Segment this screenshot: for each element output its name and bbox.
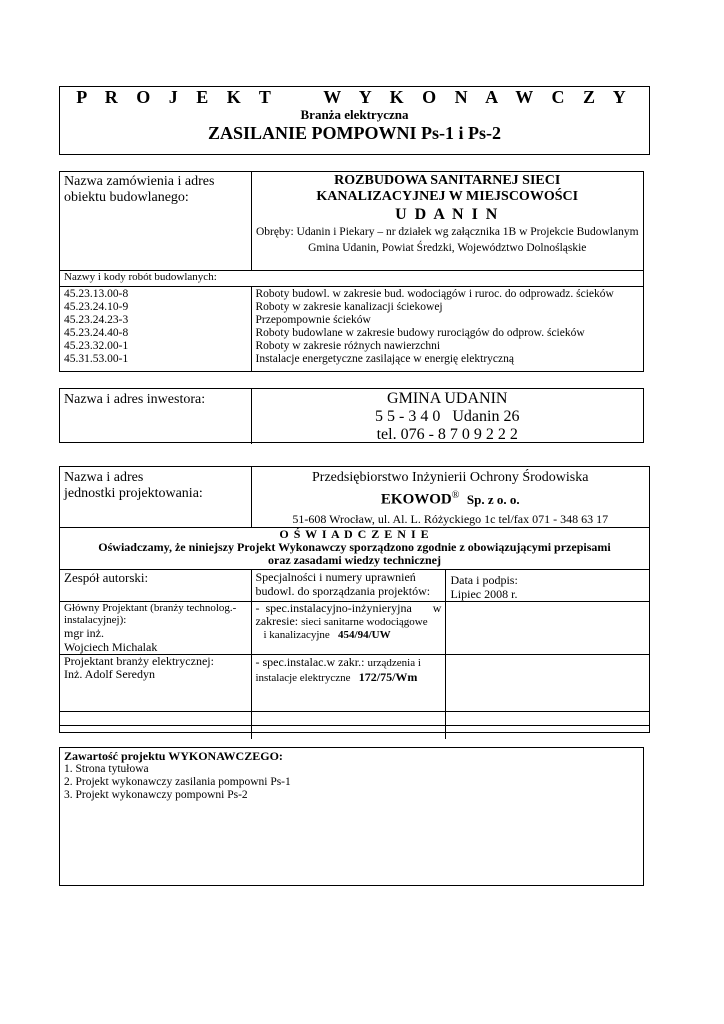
designer-label bbox=[60, 467, 251, 527]
team-member-1 bbox=[60, 601, 251, 654]
codes-list bbox=[60, 286, 251, 371]
investor-label: Nazwa i adres inwestora: bbox=[60, 389, 251, 444]
contents-item: 2. Projekt wykonawczy zasilania pompowni Ps-1 bbox=[64, 776, 291, 788]
spec-line: instalacje elektryczne bbox=[255, 671, 351, 684]
date-label: Data i podpis: bbox=[450, 572, 518, 587]
contents-item: 3. Projekt wykonawczy pompowni Ps-2 bbox=[64, 789, 248, 801]
designer-company: Przedsiębiorstwo Inżynierii Ochrony Środowiska bbox=[312, 470, 589, 485]
code-item: 45.23.24.10-9 bbox=[64, 300, 129, 313]
empty-cell bbox=[446, 725, 649, 739]
license-number: 454/94/UW bbox=[338, 628, 391, 641]
document-subtitle: Branża elektryczna bbox=[300, 107, 409, 122]
code-desc: Roboty budowl. w zakresie bud. wodociągów i ruroc. do odprowadz. ścieków bbox=[255, 287, 614, 300]
team-member-2 bbox=[60, 654, 251, 711]
order-region: Gmina Udanin, Powiat Średzki, Województwo Dolnośląskie bbox=[308, 242, 587, 254]
designer-brand-suffix: Sp. z o. o. bbox=[466, 491, 520, 507]
code-desc: Instalacje energetyczne zasilające w energię elektryczną bbox=[255, 352, 514, 365]
designer-label-line1: Nazwa i adres bbox=[64, 470, 144, 485]
designer-box bbox=[59, 466, 650, 733]
code-desc: Roboty budowlane w zakresie budowy rurociągów do odprow. ścieków bbox=[255, 326, 585, 339]
team-member-2-spec bbox=[251, 654, 446, 711]
empty-cell bbox=[60, 725, 251, 739]
designer-label-line2: jednostki projektowania: bbox=[64, 486, 203, 501]
codes-descriptions bbox=[251, 286, 643, 371]
project-name: ZASILANIE POMPOWNI Ps-1 i Ps-2 bbox=[207, 123, 501, 143]
code-desc: Przepompownie ścieków bbox=[255, 313, 371, 326]
investor-value bbox=[251, 389, 643, 444]
team-member-2-sign bbox=[446, 654, 649, 711]
statement-text1: Oświadczamy, że niniejszy Projekt Wykonawczy sporządzono zgodnie z obowiązującymi przepisami bbox=[98, 539, 611, 554]
order-place: U D A N I N bbox=[395, 206, 500, 223]
spec-line: - spec.instalac.w zakr.: bbox=[255, 654, 365, 669]
code-item: 45.23.24.23-3 bbox=[64, 313, 129, 326]
code-desc: Roboty w zakresie różnych nawierzchni bbox=[255, 339, 441, 352]
team-header-specs: Specjalności i numery uprawnień budowl. do sporządzania projektów: bbox=[251, 569, 446, 601]
team-member-1-spec bbox=[251, 601, 446, 654]
code-item: 45.31.53.00-1 bbox=[64, 352, 129, 365]
team-member-1-sign bbox=[446, 601, 649, 654]
order-label: Nazwa zamówienia i adres obiektu budowlanego: bbox=[60, 172, 251, 270]
contents-item: 1. Strona tytułowa bbox=[64, 763, 149, 775]
contents-title: Zawartość projektu WYKONAWCZEGO: bbox=[64, 749, 283, 763]
date-value: Lipiec 2008 r. bbox=[450, 586, 518, 601]
codes-label: Nazwy i kody robót budowlanych: bbox=[60, 270, 643, 286]
code-desc: Roboty w zakresie kanalizacji ściekowej bbox=[255, 300, 443, 313]
title-box bbox=[59, 86, 650, 155]
investor-box bbox=[59, 388, 644, 443]
code-item: 45.23.13.00-8 bbox=[64, 287, 129, 300]
empty-cell bbox=[251, 725, 446, 739]
order-line1: ROZBUDOWA SANITARNEJ SIECI bbox=[334, 173, 561, 188]
member-name: Wojciech Michalak bbox=[64, 639, 158, 654]
order-obreby: Obręby: Udanin i Piekary – nr działek wg załącznika 1B w Projekcie Budowlanym bbox=[255, 226, 639, 238]
investor-address: 5 5 - 3 4 0 Udanin 26 bbox=[375, 408, 520, 425]
empty-cell bbox=[60, 711, 251, 725]
code-item: 45.23.32.00-1 bbox=[64, 339, 129, 352]
member-role: Projektant branży elektrycznej: bbox=[64, 653, 214, 668]
code-item: 45.23.24.40-8 bbox=[64, 326, 129, 339]
registered-mark: ® bbox=[451, 490, 460, 501]
designer-brand: EKOWOD bbox=[380, 491, 452, 508]
team-header-date bbox=[446, 569, 649, 601]
team-header-authors: Zespół autorski: bbox=[60, 569, 251, 601]
contents-box bbox=[59, 747, 644, 886]
investor-name: GMINA UDANIN bbox=[387, 390, 508, 407]
spec-line: i kanalizacyjne bbox=[263, 628, 330, 641]
member-title: mgr inż. bbox=[64, 625, 104, 640]
license-number: 172/75/Wm bbox=[358, 669, 418, 684]
empty-cell bbox=[251, 711, 446, 725]
designer-address: 51-608 Wrocław, ul. Al. L. Różyckiego 1c tel/fax 071 - 348 63 17 bbox=[292, 511, 609, 526]
statement-title: O Ś W I A D C Z E N I E bbox=[279, 526, 430, 541]
statement bbox=[60, 527, 649, 569]
designer-value bbox=[251, 467, 649, 527]
order-value bbox=[251, 172, 643, 270]
order-line2: KANALIZACYJNEJ W MIEJSCOWOŚCI bbox=[316, 189, 579, 204]
investor-phone: tel. 076 - 8 7 0 9 2 2 2 bbox=[376, 426, 518, 443]
member-role: Główny Projektant (branży technolog.-instalacyjnej): bbox=[64, 601, 237, 626]
spec-line: zakresie: bbox=[255, 613, 299, 628]
spec-line: sieci sanitarne wodociągowe bbox=[301, 615, 428, 628]
spec-line: - spec.instalacyjno-inżynieryjna w bbox=[255, 600, 442, 615]
spec-line: urządzenia i bbox=[367, 656, 421, 669]
order-box bbox=[59, 171, 644, 372]
member-name: Inż. Adolf Seredyn bbox=[64, 666, 155, 681]
statement-text2: oraz zasadami wiedzy technicznej bbox=[268, 552, 441, 567]
document-title: P R O J E K T W Y K O N A W C Z Y bbox=[76, 87, 633, 107]
designer-brand-line bbox=[256, 486, 646, 511]
empty-cell bbox=[446, 711, 649, 725]
